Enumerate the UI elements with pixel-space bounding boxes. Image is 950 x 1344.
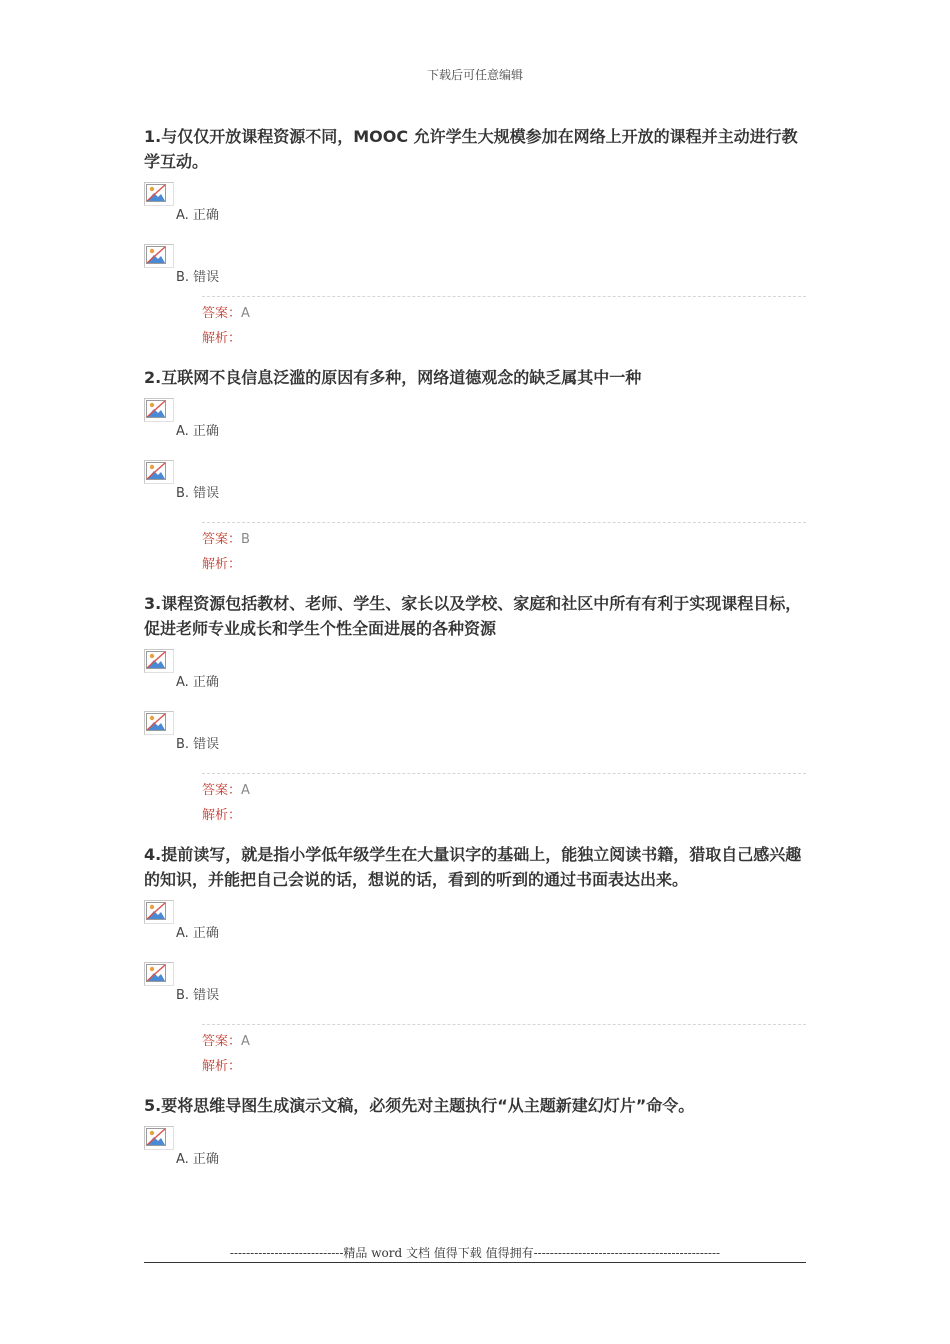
option-label: A. 正确 [176, 926, 219, 941]
analysis-label: 解析： [202, 331, 242, 346]
answer-line [202, 1029, 806, 1054]
option-label: A. 正确 [176, 1152, 219, 1167]
option-label: A. 正确 [176, 208, 219, 223]
answer-label: 答案： [202, 532, 242, 547]
question-4-option-a[interactable] [144, 900, 806, 962]
question-3-option-b[interactable] [144, 711, 806, 773]
answer-line [202, 527, 806, 552]
answer-value: B [241, 532, 250, 547]
broken-image-icon [144, 649, 174, 673]
page-footer: ----------------------------精品 word 文档 值得下载 值得拥有---------------------------------------------- [229, 1246, 721, 1260]
option-label: A. 正确 [176, 675, 219, 690]
answer-label: 答案： [202, 1034, 242, 1049]
option-label: B. 错误 [176, 737, 220, 752]
answer-label: 答案： [202, 306, 242, 321]
option-label: B. 错误 [176, 270, 220, 285]
answer-label: 答案： [202, 783, 242, 798]
question-3-text: 3.课程资源包括教材、老师、学生、家长以及学校、家庭和社区中所有有利于实现课程目标，促进老师专业成长和学生个性全面进展的各种资源 [144, 594, 802, 638]
broken-image-icon [144, 244, 174, 268]
question-4-text: 4.提前读写，就是指小学低年级学生在大量识字的基础上，能独立阅读书籍，猎取自己感兴趣的知识，并能把自己会说的话，想说的话，看到的听到的通过书面表达出来。 [144, 845, 802, 889]
answer-section [202, 1024, 806, 1079]
broken-image-icon [144, 1126, 174, 1150]
broken-image-icon [144, 900, 174, 924]
answer-value: A [241, 1034, 250, 1049]
broken-image-icon [144, 398, 174, 422]
analysis-label: 解析： [202, 808, 242, 823]
question-2-option-a[interactable] [144, 398, 806, 460]
analysis-label: 解析： [202, 557, 242, 572]
answer-value: A [241, 783, 250, 798]
question-3-option-a[interactable] [144, 649, 806, 711]
broken-image-icon [144, 460, 174, 484]
option-label: A. 正确 [176, 424, 219, 439]
question-1 [144, 124, 806, 351]
analysis-label: 解析： [202, 1059, 242, 1074]
option-label: B. 错误 [176, 988, 220, 1003]
question-list [144, 124, 806, 1202]
question-2-text: 2.互联网不良信息泛滥的原因有多种，网络道德观念的缺乏属其中一种 [144, 368, 642, 387]
broken-image-icon [144, 962, 174, 986]
question-2 [144, 365, 806, 577]
answer-line [202, 778, 806, 803]
option-label: B. 错误 [176, 486, 220, 501]
question-2-option-b[interactable] [144, 460, 806, 522]
broken-image-icon [144, 182, 174, 206]
question-4-option-b[interactable] [144, 962, 806, 1024]
question-4 [144, 842, 806, 1079]
footer-rule [144, 1262, 806, 1263]
broken-image-icon [144, 711, 174, 735]
page-header: 下载后可任意编辑 [426, 68, 523, 82]
question-1-option-b[interactable] [144, 244, 806, 306]
answer-value: A [241, 306, 250, 321]
answer-section [202, 773, 806, 828]
question-1-option-a[interactable] [144, 182, 806, 244]
question-5-text: 5.要将思维导图生成演示文稿，必须先对主题执行“从主题新建幻灯片”命令。 [144, 1096, 695, 1115]
question-5-option-a[interactable] [144, 1126, 806, 1188]
question-5 [144, 1093, 806, 1188]
question-1-text: 1.与仅仅开放课程资源不同，MOOC 允许学生大规模参加在网络上开放的课程并主动进行教学互动。 [144, 127, 798, 171]
answer-section [202, 522, 806, 577]
question-3 [144, 591, 806, 828]
